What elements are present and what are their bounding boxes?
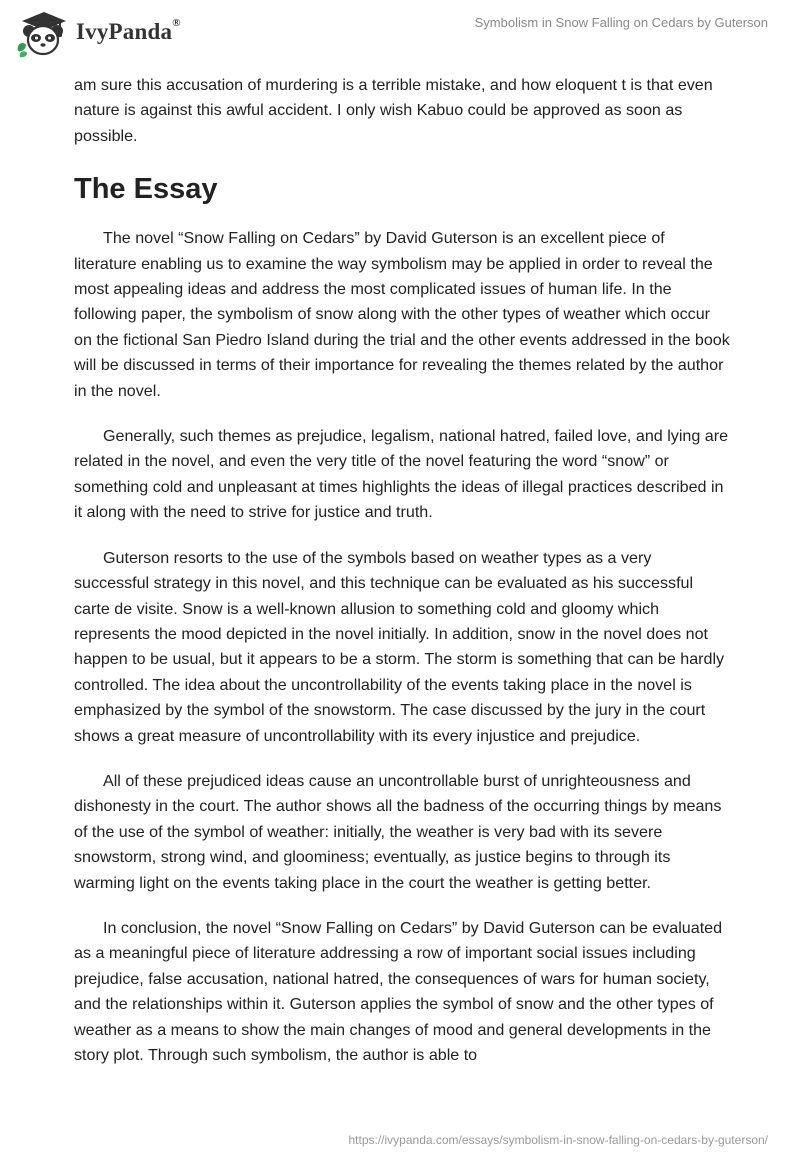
essay-content: [74, 73, 730, 1088]
paragraph-4: All of these prejudiced ideas cause an uncontrollable burst of unrighteousness and dishonesty in the court. The author shows all the badness of the occurring things by means of the use of the symbol of weather: initially, the weather is very bad with its severe snowstorm, strong wind, and gloominess; eventually, as justice begins to through its warming light on the events taking place in the court the weather is getting better.: [74, 771, 722, 892]
logo-text: IvyPanda: [76, 19, 173, 44]
registered-mark: ®: [172, 17, 181, 29]
intro-paragraph: am sure this accusation of murdering is a terrible mistake, and how eloquent t is that even nature is against this awful accident. I only wish Kabuo could be approved as soon as possible.: [74, 76, 713, 145]
page-header: [0, 0, 800, 70]
paragraph-5: In conclusion, the novel “Snow Falling on Cedars” by David Guterson can be evaluated as a meaningful piece of literature addressing a row of important social issues including prejudice, false accusation, national hatred, the consequences of wars for human society, and the relationships within it. Guterson applies the symbol of snow and the other types of weather as a means to show the main changes of mood and general developments in the story plot. Through such symbolism, the author is able to: [74, 918, 723, 1064]
logo-wordmark: [76, 19, 181, 45]
page-title: Symbolism in Snow Falling on Cedars by Guterson: [474, 15, 768, 30]
source-url[interactable]: https://ivypanda.com/essays/symbolism-in-snow-falling-on-cedars-by-guterson/: [348, 1133, 768, 1147]
panda-graduate-icon: [14, 7, 70, 59]
ivypanda-logo[interactable]: [14, 7, 194, 59]
section-heading: The Essay: [74, 173, 218, 206]
paragraph-3: Guterson resorts to the use of the symbols based on weather types as a very successful strategy in this novel, and this technique can be evaluated as his successful carte de visite. Snow is a well-known allusion to something cold and gloomy which represents the mood depicted in the novel initially. In addition, snow in the novel does not happen to be usual, but it appears to be a storm. The storm is something that can be hardly controlled. The idea about the uncontrollability of the events taking place in the novel is emphasized by the symbol of the snowstorm. The case discussed by the jury in the court shows a great measure of uncontrollability with its every injustice and prejudice.: [74, 548, 725, 745]
paragraph-2: Generally, such themes as prejudice, legalism, national hatred, failed love, and lying are related in the novel, and even the very title of the novel featuring the word “snow” or something cold and unpleasant at times highlights the ideas of illegal practices described in it along with the need to strive for justice and truth.: [74, 427, 729, 522]
paragraph-1: The novel “Snow Falling on Cedars” by David Guterson is an excellent piece of literature enabling us to examine the way symbolism may be applied in order to reveal the most appealing ideas and address the most complicated issues of human life. In the following paper, the symbolism of snow along with the other types of weather which occur on the fictional San Piedro Island during the trial and the other events addressed in the book will be discussed in terms of their importance for revealing the themes related by the author in the novel.: [74, 229, 730, 400]
